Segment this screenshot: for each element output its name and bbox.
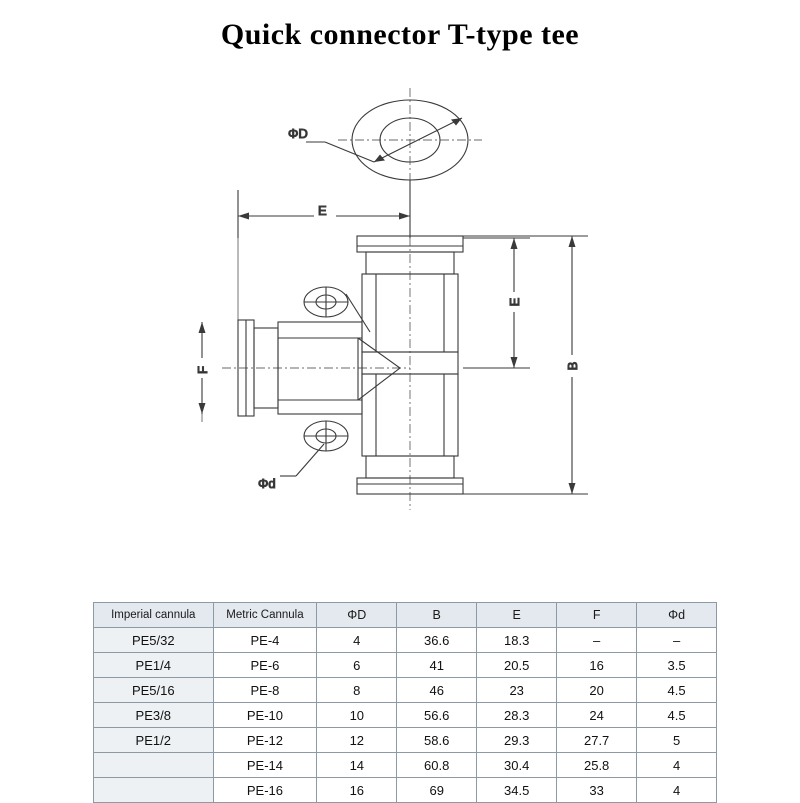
table-row	[94, 778, 717, 803]
technical-drawing	[110, 70, 710, 590]
th-phi-d: Φd	[637, 603, 717, 628]
table-row	[94, 728, 717, 753]
cell-E: 20.5	[477, 653, 557, 678]
th-metric-cannula: Metric Cannula	[213, 603, 317, 628]
table-row	[94, 678, 717, 703]
cell-F: –	[557, 628, 637, 653]
cell-phi-D: 14	[317, 753, 397, 778]
cell-metric: PE-14	[213, 753, 317, 778]
cell-B: 56.6	[397, 703, 477, 728]
spec-table	[93, 602, 717, 803]
cell-imperial	[94, 753, 214, 778]
label-E-top: E	[318, 203, 327, 218]
cell-phi-D: 6	[317, 653, 397, 678]
table-row	[94, 628, 717, 653]
table-row	[94, 653, 717, 678]
th-phi-D: ΦD	[317, 603, 397, 628]
cell-phi-d: 4.5	[637, 703, 717, 728]
label-E-right: E	[507, 297, 522, 307]
cell-imperial: PE1/2	[94, 728, 214, 753]
label-B: B	[565, 361, 580, 371]
cell-F: 27.7	[557, 728, 637, 753]
tee-side-branch	[222, 320, 410, 416]
cell-E: 34.5	[477, 778, 557, 803]
cell-E: 29.3	[477, 728, 557, 753]
cell-phi-D: 16	[317, 778, 397, 803]
cell-phi-d: 4	[637, 778, 717, 803]
cell-E: 30.4	[477, 753, 557, 778]
tee-vertical-body	[357, 220, 463, 510]
cell-F: 20	[557, 678, 637, 703]
cell-F: 33	[557, 778, 637, 803]
cell-phi-D: 10	[317, 703, 397, 728]
cell-imperial: PE5/32	[94, 628, 214, 653]
cell-B: 58.6	[397, 728, 477, 753]
label-phi-D: ΦD	[288, 126, 308, 141]
cell-metric: PE-6	[213, 653, 317, 678]
release-collar-lower	[280, 421, 348, 476]
cell-imperial	[94, 778, 214, 803]
cell-phi-d: 5	[637, 728, 717, 753]
cell-imperial: PE1/4	[94, 653, 214, 678]
cell-phi-d: 4	[637, 753, 717, 778]
cell-phi-D: 12	[317, 728, 397, 753]
cell-B: 60.8	[397, 753, 477, 778]
spec-table-body	[94, 628, 717, 803]
th-F: F	[557, 603, 637, 628]
cell-phi-d: –	[637, 628, 717, 653]
cell-F: 16	[557, 653, 637, 678]
spec-table-head	[94, 603, 717, 628]
cell-B: 41	[397, 653, 477, 678]
cell-phi-D: 4	[317, 628, 397, 653]
cell-imperial: PE5/16	[94, 678, 214, 703]
cell-E: 18.3	[477, 628, 557, 653]
cell-phi-D: 8	[317, 678, 397, 703]
cell-metric: PE-16	[213, 778, 317, 803]
cell-E: 28.3	[477, 703, 557, 728]
th-E: E	[477, 603, 557, 628]
cell-F: 25.8	[557, 753, 637, 778]
spec-table-container	[93, 602, 717, 803]
label-phi-d: Φd	[258, 476, 276, 491]
page-title: Quick connector T-type tee	[220, 18, 580, 51]
cell-imperial: PE3/8	[94, 703, 214, 728]
top-view-ring	[306, 88, 482, 192]
cell-B: 36.6	[397, 628, 477, 653]
table-header-row	[94, 603, 717, 628]
cell-phi-d: 4.5	[637, 678, 717, 703]
cell-F: 24	[557, 703, 637, 728]
cell-metric: PE-4	[213, 628, 317, 653]
cell-metric: PE-8	[213, 678, 317, 703]
cell-E: 23	[477, 678, 557, 703]
cell-metric: PE-12	[213, 728, 317, 753]
cell-metric: PE-10	[213, 703, 317, 728]
release-collar-upper	[304, 287, 370, 332]
th-B: B	[397, 603, 477, 628]
cell-phi-d: 3.5	[637, 653, 717, 678]
label-F: F	[195, 366, 210, 374]
cell-B: 46	[397, 678, 477, 703]
th-imperial-cannula: Imperial cannula	[94, 603, 214, 628]
table-row	[94, 703, 717, 728]
table-row	[94, 753, 717, 778]
cell-B: 69	[397, 778, 477, 803]
